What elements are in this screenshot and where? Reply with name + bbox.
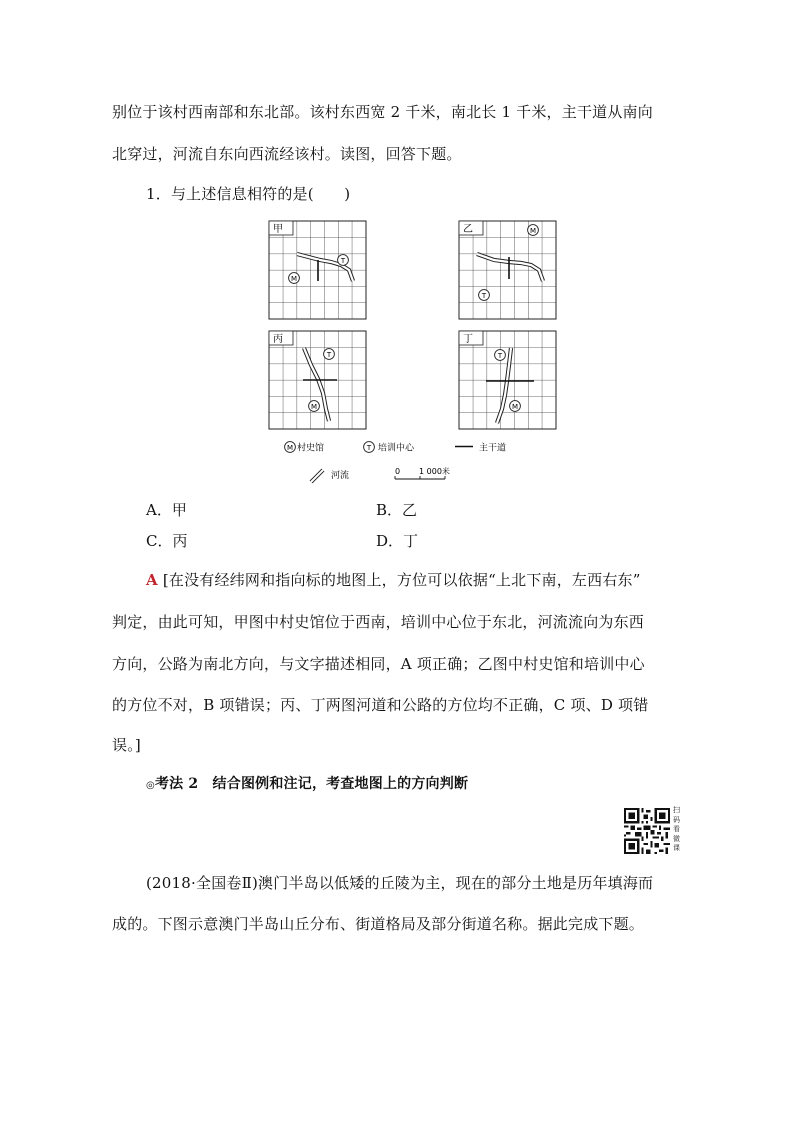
legend-river-label: 河流 [331,471,350,481]
svg-text:1 000米: 1 000米 [419,467,450,476]
svg-text:M: M [310,403,318,411]
section-title: 考法 2 结合图例和注记，考查地图上的方向判断 [154,776,469,792]
scale-bar [395,466,450,479]
map-figure [265,215,565,490]
training-center-icon [338,255,349,266]
svg-text:0: 0 [395,467,401,476]
map-bing [269,331,366,429]
answer-line-3: 方向，公路为南北方向，与文字描述相同，A 项正确；乙图中村史馆和培训中心 [112,655,645,673]
map-ding [459,331,556,429]
legend-museum-label: 村史馆 [297,443,325,454]
option-b[interactable]: B．乙 [376,501,418,519]
intro-line-1: 别位于该村西南部和东北部。该村东西宽 2 千米，南北长 1 千米，主干道从南向 [112,103,653,121]
svg-text:T: T [326,351,332,359]
map-legend [285,442,506,483]
legend-training-label: 培训中心 [378,443,415,454]
training-center-icon [324,349,335,360]
next-line-2: 成的。下图示意澳门半岛山丘分布、街道格局及部分街道名称。据此完成下题。 [112,915,645,933]
legend-museum [285,442,324,454]
legend-road-label: 主干道 [479,443,507,454]
answer-line-1 [146,570,641,590]
answer-line-5: 误。] [112,736,141,754]
map-bing-label: 丙 [273,334,283,345]
section-marker-icon: ◎ [146,780,155,791]
next-line-1: (2018·全国卷Ⅱ)澳门半岛以低矮的丘陵为主，现在的部分土地是历年填海而 [146,874,654,892]
intro-line-2: 北穿过，河流自东向西流经该村。读图，回答下题。 [112,145,462,163]
training-center-icon [479,290,490,301]
qr-code[interactable] [624,808,670,854]
svg-text:M: M [286,444,294,452]
svg-text:M: M [511,403,519,411]
museum-icon [528,225,539,236]
section-heading [146,774,468,796]
option-a[interactable]: A．甲 [146,501,187,519]
qr-caption: 扫 码 看 微 课 [673,806,680,852]
svg-text:T: T [497,352,503,360]
answer-line-2: 判定，由此可知，甲图中村史馆位于西南，培训中心位于东北，河流流向为东西 [112,613,645,631]
museum-icon [510,401,521,412]
museum-icon [309,401,320,412]
map-ding-label: 丁 [463,334,473,345]
legend-road [455,442,506,454]
option-c[interactable]: C．丙 [146,532,188,550]
svg-text:T: T [366,444,372,452]
training-center-icon [495,350,506,361]
answer-line-4: 的方位不对，B 项错误；丙、丁两图河道和公路的方位均不正确，C 项、D 项错 [112,696,649,714]
map-jia-label: 甲 [273,224,283,235]
map-yi-label: 乙 [463,224,473,235]
answer-letter: A [146,571,158,589]
svg-text:M: M [529,227,537,235]
legend-river [311,469,349,482]
option-d[interactable]: D．丁 [376,532,419,550]
svg-text:T: T [481,292,487,300]
museum-icon [289,273,300,284]
legend-training-center [364,442,415,454]
question-stem: 1．与上述信息相符的是( ) [146,185,351,203]
map-jia [269,221,366,319]
svg-text:T: T [340,257,346,265]
map-yi [459,221,556,319]
svg-text:M: M [290,275,298,283]
answer-text-1: [在没有经纬网和指向标的地图上，方位可以依据“上北下南，左西右东” [162,571,641,589]
